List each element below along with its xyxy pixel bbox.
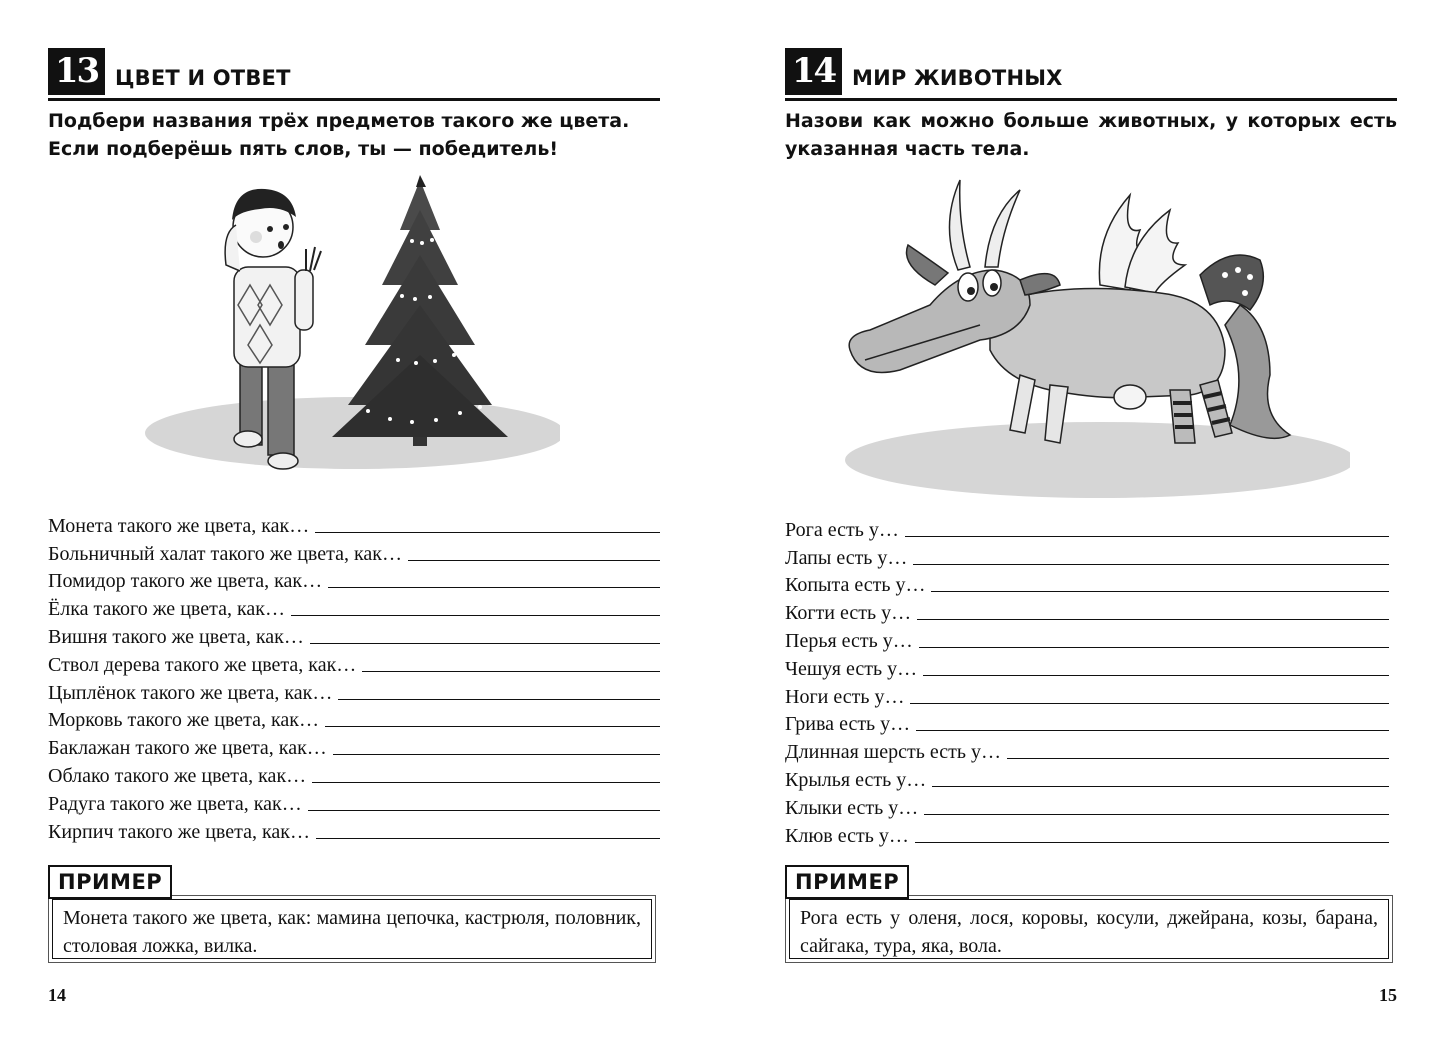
question-text: Баклажан такого же цвета, как… <box>48 737 327 760</box>
list-item <box>48 510 660 538</box>
question-text: Облако такого же цвета, как… <box>48 764 307 787</box>
question-text: Радуга такого же цвета, как… <box>48 792 302 815</box>
question-text: Клюв есть у… <box>785 824 909 847</box>
question-text: Чешуя есть у… <box>785 657 918 680</box>
list-item <box>48 649 660 677</box>
answer-line[interactable] <box>932 786 1389 787</box>
list-item <box>48 566 660 594</box>
list-item <box>785 625 1389 653</box>
question-text: Больничный халат такого же цвета, как… <box>48 542 402 565</box>
question-text: Ёлка такого же цвета, как… <box>48 598 285 621</box>
list-item <box>48 732 660 760</box>
answer-line[interactable] <box>910 703 1389 704</box>
answer-line[interactable] <box>312 782 660 783</box>
list-item <box>48 538 660 566</box>
answer-line[interactable] <box>923 675 1389 676</box>
answer-line[interactable] <box>291 615 660 616</box>
fantasy-animal-illustration <box>830 175 1350 505</box>
list-item <box>785 597 1389 625</box>
question-text: Рога есть у… <box>785 518 899 541</box>
question-text: Помидор такого же цвета, как… <box>48 570 323 593</box>
answer-line[interactable] <box>338 699 660 700</box>
answer-line[interactable] <box>917 619 1389 620</box>
question-text: Длинная шерсть есть у… <box>785 741 1001 764</box>
question-text: Цыплёнок такого же цвета, как… <box>48 681 333 704</box>
exercise-instructions: Подбери названия трёх предметов такого же цвета. Если подберёшь пять слов, ты — победитель! <box>48 110 630 160</box>
answer-line[interactable] <box>316 838 660 839</box>
left-page <box>48 0 660 1051</box>
exercise-title: МИР ЖИВОТНЫХ <box>852 66 1063 90</box>
list-item <box>48 816 660 844</box>
answer-line[interactable] <box>905 536 1389 537</box>
list-item <box>785 514 1389 542</box>
question-text: Ноги есть у… <box>785 685 905 708</box>
list-item <box>785 681 1389 709</box>
answer-line[interactable] <box>315 532 660 533</box>
list-item <box>48 593 660 621</box>
question-text: Копыта есть у… <box>785 574 926 597</box>
list-item <box>785 764 1389 792</box>
question-text: Грива есть у… <box>785 713 911 736</box>
list-item <box>785 792 1389 820</box>
answer-line[interactable] <box>924 814 1389 815</box>
list-item <box>48 760 660 788</box>
question-list <box>785 514 1389 848</box>
list-item <box>48 677 660 705</box>
page-number: 15 <box>1379 985 1397 1005</box>
answer-line[interactable] <box>333 754 660 755</box>
answer-line[interactable] <box>308 810 660 811</box>
question-text: Ствол дерева такого же цвета, как… <box>48 653 357 676</box>
answer-line[interactable] <box>362 671 660 672</box>
answer-line[interactable] <box>916 730 1389 731</box>
exercise-instructions: Назови как можно больше животных, у которых есть указанная часть тела. <box>785 110 1397 160</box>
answer-line[interactable] <box>919 647 1389 648</box>
example-label: ПРИМЕР <box>785 865 909 899</box>
exercise-number: 14 <box>785 48 842 95</box>
list-item <box>48 788 660 816</box>
question-text: Морковь такого же цвета, как… <box>48 709 320 732</box>
question-text: Клыки есть у… <box>785 796 919 819</box>
answer-line[interactable] <box>913 564 1389 565</box>
page-number: 14 <box>48 985 66 1005</box>
list-item <box>785 736 1389 764</box>
exercise-header <box>48 48 660 101</box>
question-text: Лапы есть у… <box>785 546 908 569</box>
fantasy-animal <box>849 180 1290 443</box>
question-text: Кирпич такого же цвета, как… <box>48 820 310 843</box>
answer-line[interactable] <box>328 587 660 588</box>
exercise-header <box>785 48 1397 101</box>
example-label: ПРИМЕР <box>48 865 172 899</box>
question-list <box>48 510 660 844</box>
question-text: Вишня такого же цвета, как… <box>48 625 304 648</box>
list-item <box>785 542 1389 570</box>
list-item <box>785 709 1389 737</box>
example-text: Монета такого же цвета, как: мамина цепочка, кастрюля, половник, столовая ложка, вилка. <box>52 899 652 959</box>
answer-line[interactable] <box>931 591 1389 592</box>
question-text: Монета такого же цвета, как… <box>48 514 310 537</box>
example-frame <box>48 895 656 963</box>
example-text: Рога есть у оленя, лося, коровы, косули, джейрана, козы, барана, сайгака, тура, яка, вола. <box>789 899 1389 959</box>
right-page <box>785 0 1397 1051</box>
question-text: Перья есть у… <box>785 629 913 652</box>
list-item <box>785 653 1389 681</box>
list-item <box>785 820 1389 848</box>
question-text: Крылья есть у… <box>785 768 927 791</box>
answer-line[interactable] <box>408 560 660 561</box>
boy-and-christmas-tree-illustration <box>140 175 560 485</box>
answer-line[interactable] <box>915 842 1389 843</box>
exercise-title: ЦВЕТ И ОТВЕТ <box>115 66 291 90</box>
answer-line[interactable] <box>1007 758 1389 759</box>
question-text: Когти есть у… <box>785 602 912 625</box>
answer-line[interactable] <box>325 726 660 727</box>
list-item <box>48 705 660 733</box>
list-item <box>48 621 660 649</box>
exercise-number: 13 <box>48 48 105 95</box>
list-item <box>785 570 1389 598</box>
answer-line[interactable] <box>310 643 660 644</box>
example-frame <box>785 895 1393 963</box>
